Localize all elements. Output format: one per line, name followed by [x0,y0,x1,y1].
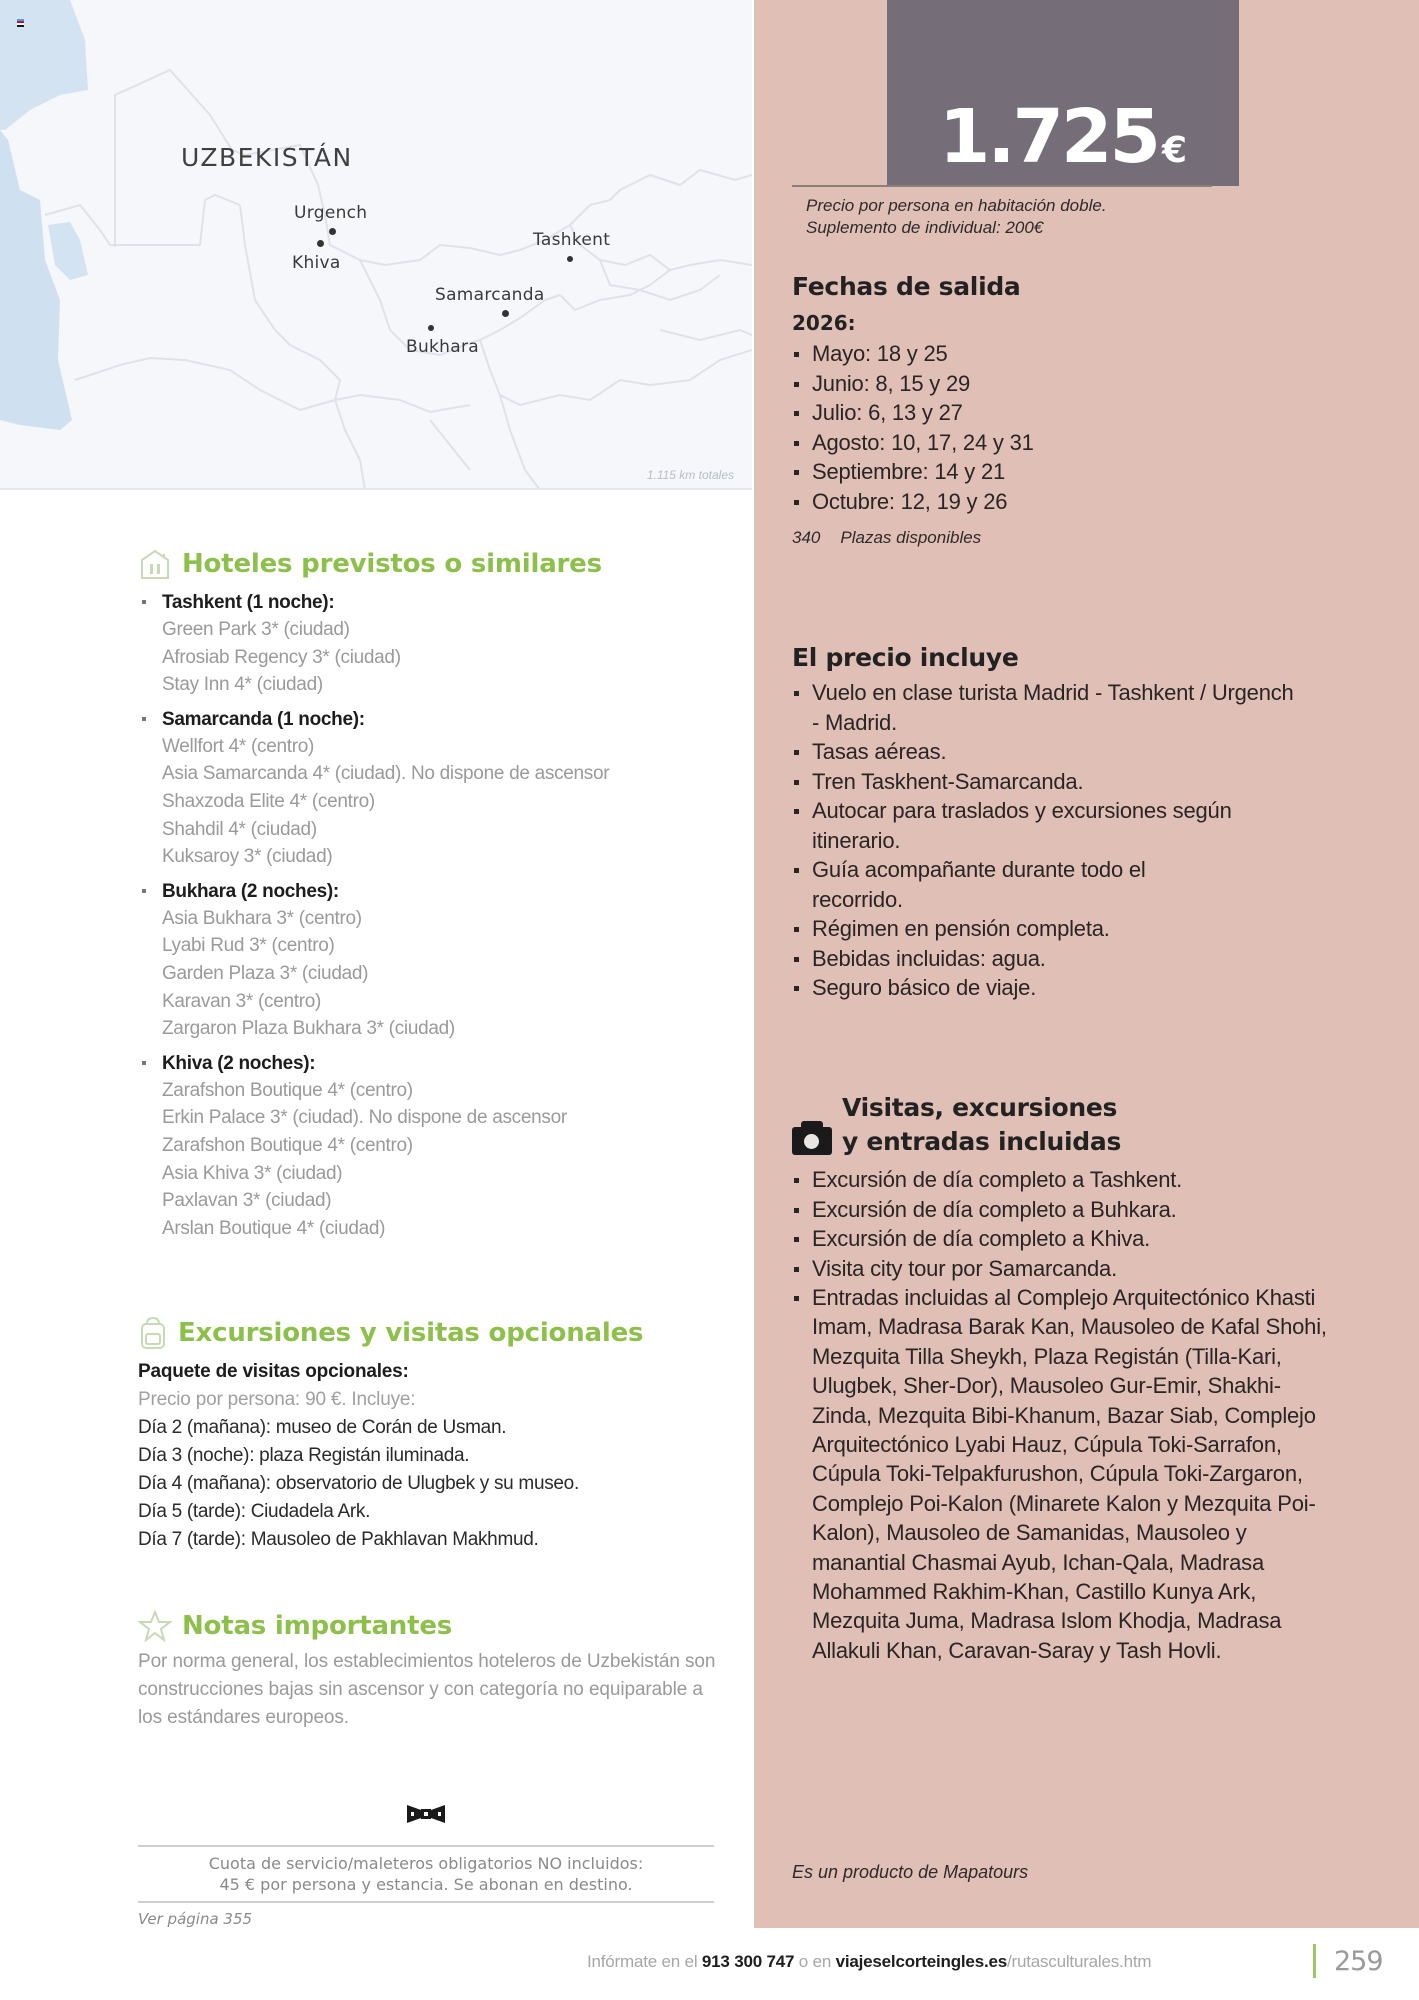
notes-header [138,1610,718,1642]
footer-website-domain[interactable]: viajeselcorteingles.es [835,1952,1007,1971]
flag-icon [17,19,24,27]
departure-item: Septiembre: 14 y 21 [792,457,1392,487]
departure-item: Julio: 6, 13 y 27 [792,398,1392,428]
map-dot-khiva [317,240,324,247]
hotel-name: Erkin Palace 3* (ciudad). No dispone de ascensor [162,1107,567,1129]
map-dot-urgench [329,228,336,235]
footer-website-path[interactable]: /rutasculturales.htm [1006,1952,1152,1971]
map-shapes [0,0,752,490]
optional-day-item: Día 3 (noche): plaza Registán iluminada. [138,1445,470,1466]
hotels-title: Hoteles previstos o similares [182,549,602,579]
hotel-name: Asia Khiva 3* (ciudad) [162,1162,343,1184]
page-number: 259 [1334,1946,1383,1977]
optional-title: Excursiones y visitas opcionales [178,1318,644,1348]
hotels-section [138,548,718,1250]
optional-package-price: Precio por persona: 90 €. Incluye: [138,1389,416,1410]
visit-item: Excursión de día completo a Tashkent. [792,1165,1352,1195]
hotel-name: Lyabi Rud 3* (centro) [162,935,335,957]
include-item: Vuelo en clase turista Madrid - Tashkent / Urgench - Madrid. [792,678,1302,737]
visit-item: Excursión de día completo a Buhkara. [792,1195,1352,1225]
map-divider [0,488,752,490]
hotel-name: Zargaron Plaza Bukhara 3* (ciudad) [162,1018,455,1040]
hotel-name: Shaxzoda Elite 4* (centro) [162,790,375,812]
price-note [806,195,1107,239]
visits-section [792,1091,1352,1665]
departure-item: Mayo: 18 y 25 [792,339,1392,369]
departure-item: Agosto: 10, 17, 24 y 31 [792,428,1392,458]
price-note-single-supplement: Suplemento de individual: 200€ [806,218,1044,237]
departures-year: 2026: [792,311,856,335]
backpack-icon [138,1316,168,1350]
hotel-name: Karavan 3* (centro) [162,990,322,1012]
departure-item: Junio: 8, 15 y 29 [792,369,1392,399]
hotel-city: Tashkent (1 noche): [162,592,335,613]
service-fee-notice [138,1845,714,1903]
seats-label: Plazas disponibles [840,528,982,547]
includes-title: El precio incluye [792,643,1019,672]
footer-prefix: Infórmate en el [587,1952,702,1971]
map-city-bukhara: Bukhara [406,337,479,357]
hotel-name: Zarafshon Boutique 4* (centro) [162,1079,413,1101]
map-city-tashkent: Tashkent [533,230,611,250]
hotels-header [138,548,718,580]
hotel-name: Paxlavan 3* (ciudad) [162,1190,332,1212]
camera-icon [792,1121,832,1155]
visits-title-line2: y entradas incluidas [842,1127,1122,1156]
price-note-double: Precio por persona en habitación doble. [806,196,1107,215]
see-page-reference[interactable]: Ver página 355 [138,1910,253,1928]
includes-section [792,643,1352,1003]
price-amount: 1.725 [938,94,1158,180]
map-city-urgench: Urgench [294,203,368,223]
visits-header [792,1091,1352,1159]
optional-day-item: Día 7 (tarde): Mausoleo de Pakhlavan Makhmud. [138,1529,539,1550]
notes-section [138,1610,718,1732]
hotel-name: Wellfort 4* (centro) [162,735,315,757]
notes-text: Por norma general, los establecimientos hoteleros de Uzbekistán son construcciones bajas sin ascensor y con categoría no equiparable a los estándares europeos. [138,1651,716,1728]
visit-item: Visita city tour por Samarcanda. [792,1254,1352,1284]
include-item: Bebidas incluidas: agua. [792,944,1352,974]
star-icon [138,1610,172,1642]
price-divider [792,185,1212,187]
hotel-city: Samarcanda (1 noche): [162,708,365,730]
hotel-name: Kuksaroy 3* (ciudad) [162,846,333,868]
hotel-name: Afrosiab Regency 3* (ciudad) [162,646,401,668]
hotel-building-icon [138,548,172,580]
hotel-name: Stay Inn 4* (ciudad) [162,674,323,696]
notes-title: Notas importantes [182,1611,453,1641]
optional-day-item: Día 4 (mañana): observatorio de Ulugbek y su museo. [138,1473,579,1494]
include-item: Tasas aéreas. [792,737,1352,767]
departures-section [792,272,1392,548]
hotel-name: Asia Samarcanda 4* (ciudad). No dispone de ascensor [162,763,610,785]
map-dot-samarcanda [502,310,509,317]
map-dot-bukhara [428,325,434,331]
include-item: Seguro básico de viaje. [792,973,1352,1003]
include-item: Régimen en pensión completa. [792,914,1352,944]
hotel-city: Khiva (2 noches): [162,1052,316,1074]
map-scale-label: 1.115 km totales [646,468,734,482]
seats-count: 340 [792,528,821,547]
visit-item: Excursión de día completo a Khiva. [792,1224,1352,1254]
trip-summary-panel [754,0,1419,1928]
include-item: Tren Taskhent-Samarcanda. [792,767,1352,797]
route-map [0,0,752,490]
departure-item: Octubre: 12, 19 y 26 [792,487,1392,517]
optional-day-item: Día 2 (mañana): museo de Corán de Usman. [138,1417,507,1438]
bowtie-icon [405,1802,447,1826]
price-currency: € [1162,130,1188,171]
hotel-name: Zarafshon Boutique 4* (centro) [162,1134,413,1156]
footer-contact [587,1952,1151,1972]
hotel-name: Green Park 3* (ciudad) [162,619,350,640]
visit-item-entrances: Entradas incluidas al Complejo Arquitectónico Khasti Imam, Madrasa Barak Kan, Mausoleo de Kafal Shohi, Mezquita Tilla Sheykh, Plaza Registán (Tilla-Kari, Ulugbek, Sher-Dor), Mausoleo Gur-Emir, Shakhi-Zinda, Mezquita Bibi-Khanum, Bazar Siab, Complejo Arquitectónico Lyabi Hauz, Cúpula Toki-Sarrafon, Cúpula Toki-Telpakfurushon, Cúpula Toki-Zargaron, Complejo Poi-Kalon (Minarete Kalon y Mezquita Poi-Kalon), Mausoleo de Samanidas, Mausoleo y manantial Chasmai Ayub, Ichan-Qala, Madrasa Mohammed Rakhim-Khan, Castillo Kunya Ark, Mezquita Juma, Madrasa Islom Khodja, Madrasa Allakuli Khan, Caravan-Saray y Tash Hovli. [792,1283,1337,1665]
optional-day-item: Día 5 (tarde): Ciudadela Ark. [138,1501,371,1522]
map-city-khiva: Khiva [292,253,341,273]
visits-title-line1: Visitas, excursiones [842,1093,1118,1122]
price-value [887,94,1239,180]
departures-title: Fechas de salida [792,272,1021,301]
hotel-city-group [138,590,718,699]
include-item: Autocar para traslados y excursiones según itinerario. [792,796,1282,855]
visits-title [842,1091,1121,1159]
map-country-label: UZBEKISTÁN [181,143,353,172]
footer-phone[interactable]: 913 300 747 [701,1952,795,1971]
optional-section [138,1316,718,1554]
footer-middle: o en [794,1952,836,1971]
map-city-samarcanda: Samarcanda [435,285,545,305]
departures-list [792,339,1392,516]
hotel-name: Arslan Boutique 4* (ciudad) [162,1217,386,1239]
footer-divider [1313,1944,1316,1978]
include-item: Guía acompañante durante todo el recorrido. [792,855,1212,914]
hotel-city-group [138,707,718,871]
hotel-city-group [138,879,718,1043]
hotel-city-group [138,1051,718,1243]
service-fee-line2: 45 € por persona y estancia. Se abonan en destino. [219,1875,633,1894]
map-dot-tashkent [567,256,573,262]
service-fee-line1: Cuota de servicio/maleteros obligatorios NO incluidos: [208,1854,644,1873]
hotel-name: Asia Bukhara 3* (centro) [162,907,362,929]
includes-list [792,678,1352,1003]
price-box [887,0,1239,186]
seats-available [792,528,1392,548]
hotel-name: Shahdil 4* (ciudad) [162,818,317,840]
optional-package-title: Paquete de visitas opcionales: [138,1361,409,1382]
hotel-name: Garden Plaza 3* (ciudad) [162,962,369,984]
visits-list [792,1165,1352,1665]
hotels-list [138,590,718,1242]
optional-header [138,1316,718,1350]
producer-note: Es un producto de Mapatours [792,1862,1029,1882]
hotel-city: Bukhara (2 noches): [162,880,339,902]
